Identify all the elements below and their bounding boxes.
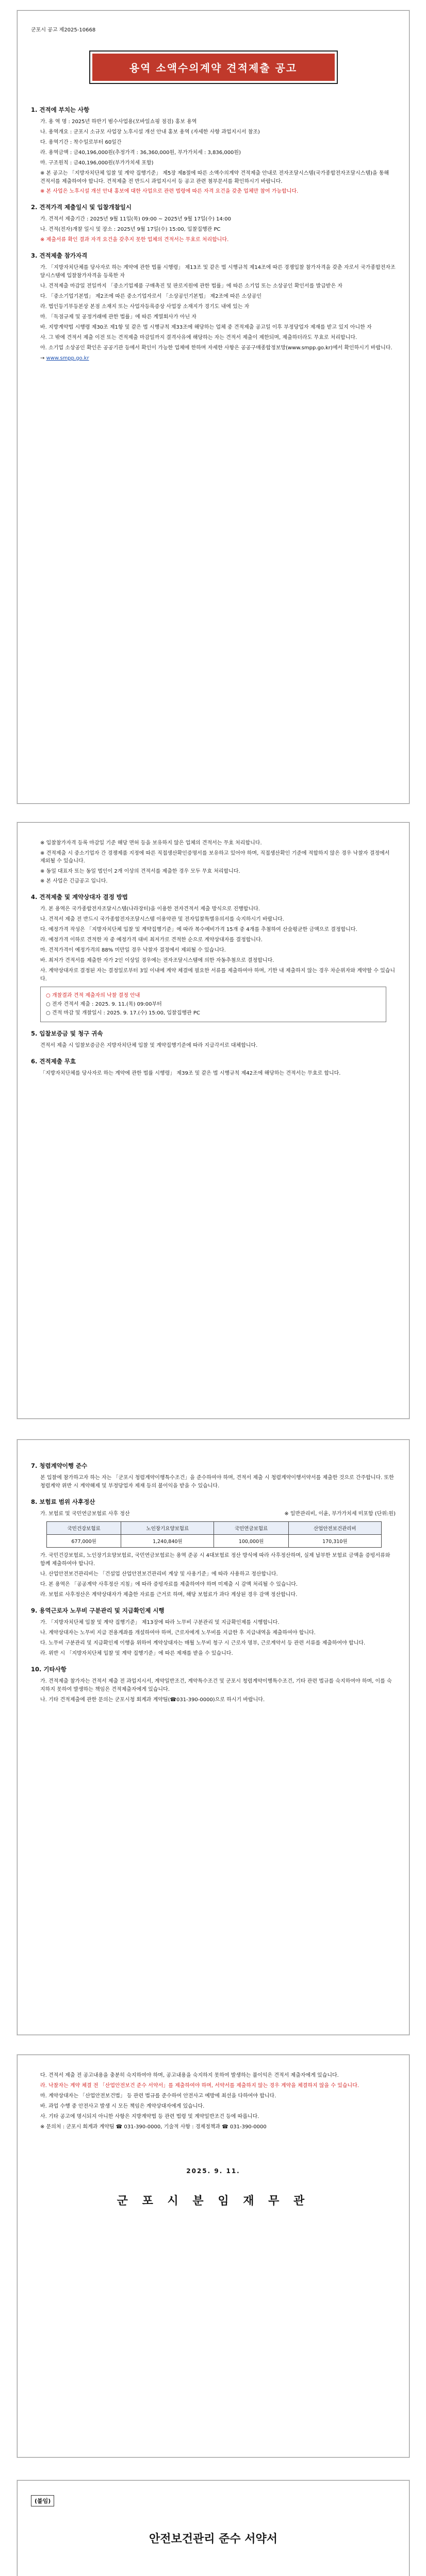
section-3-title: 3. 견적제출 참가자격	[31, 251, 88, 259]
table-cell: 1,240,840원	[121, 1535, 214, 1548]
table-header: 국민연금보험료	[214, 1522, 288, 1535]
page-5-pledge	[17, 2480, 409, 2576]
section-5-title: 5. 입찰보증금 및 청구 귀속	[31, 1029, 103, 1037]
s9-line: 다. 노무비 구분관리 및 지급확인제 이행을 위하여 계약상대자는 매월 노무비 청구 시 근로자 명부, 근로계약서 등 관련 서류를 제출하여야 합니다.	[40, 1640, 366, 1646]
s4-line: 마. 견적가격이 예정가격의 88% 미만일 경우 낙찰자 결정에서 제외될 수 있습니다.	[40, 947, 226, 953]
s3-line: 다. 「중소기업기본법」 제2조에 따른 중소기업자로서 「소상공인기본법」 제2조에 따른 소상공인	[40, 293, 262, 299]
table-header-row	[47, 1522, 382, 1535]
s1-warning: ※ 본 사업은 노후시설 개선 안내 홍보에 대한 사업으로 관련 법령에 따른 자격 요건을 갖춘 업체만 참여 가능합니다.	[40, 189, 299, 194]
s8-caption-row	[40, 1510, 396, 1518]
s9-line: 가. 「지방자치단체 입찰 및 계약 집행기준」 제13장에 따라 노무비 구분관리 및 지급확인제를 시행합니다.	[40, 1620, 280, 1625]
p2-note: ※ 동일 대표자 또는 동일 법인이 2개 이상의 견적서를 제출한 경우 모두 무효 처리합니다.	[40, 868, 240, 874]
s9-line: 라. 위반 시 「지방자치단체 입찰 및 계약 집행기준」에 따른 제재를 받을 수 있습니다.	[40, 1651, 233, 1656]
document-number: 군포시 공고 제2025-10668	[31, 27, 96, 33]
s8-line: 나. 산업안전보건관리비는 「건설업 산업안전보건관리비 계상 및 사용기준」에 따라 사용하고 정산합니다.	[40, 1571, 278, 1577]
s10-line: 나. 기타 견적제출에 관한 문의는 군포시청 회계과 계약팀(☎031-390-0000)으로 하시기 바랍니다.	[40, 1697, 265, 1703]
table-header: 산업안전보건관리비	[288, 1522, 381, 1535]
p2-note: ※ 입찰참가자격 등록 마감일 기준 해당 면허 등을 보유하지 않은 업체의 견적서는 무효 처리합니다.	[40, 840, 262, 846]
s4-line: 가. 본 용역은 국가종합전자조달시스템(나라장터)을 이용한 전자견적서 제출 방식으로 진행합니다.	[40, 906, 260, 912]
s2-line: ※ 제출서류 확인 결과 자격 요건을 갖추지 못한 업체의 견적서는 무효로 처리합니다.	[40, 236, 229, 243]
s7-text: 본 입찰에 참가하고자 하는 자는 「군포시 청렴계약이행특수조건」을 준수하여야 하며, 견적서 제출 시 청렴계약이행서약서를 제출한 것으로 간주합니다. 또한 청렴계약 위반 시 계약해제 및 부정당업자 제재 등의 불이익을 받을 수 있습니다.	[40, 1475, 394, 1489]
announcement-date: 2025. 9. 11.	[186, 2167, 240, 2175]
s4-line: 다. 예정가격 작성은 「지방자치단체 입찰 및 계약집행기준」에 따라 복수예비가격 15개 중 4개를 추첨하여 산술평균한 금액으로 결정합니다.	[40, 926, 357, 933]
s1-line: 가. 용 역 명 : 2025년 하반기 범수사업용(모바일쇼핑 점검) 홍보 용역	[40, 119, 197, 125]
smpp-link[interactable]: www.smpp.go.kr	[46, 355, 89, 361]
s10-line: 가. 견적제출 참가자는 견적서 제출 전 과업지시서, 계약일반조건, 계약특수조건 및 군포시 청렴계약이행특수조건, 기타 관련 법규를 숙지하여야 하며, 이를 숙지하지 못하여 발생하는 책임은 견적제출자에게 있습니다.	[40, 1679, 392, 1692]
p4-line: 사. 기타 공고에 명시되지 아니한 사항은 지방계약법 등 관련 법령 및 계약일반조건 등에 따릅니다.	[40, 2114, 259, 2120]
page-2	[17, 822, 409, 1419]
p2-note: ※ 본 사업은 긴급공고 입니다.	[40, 878, 108, 884]
pledge-title: 안전보건관리 준수 서약서	[149, 2533, 278, 2546]
s4-line: 나. 견적서 제출 전 반드시 국가종합전자조달시스템 이용약관 및 전자입찰특별유의서를 숙지하시기 바랍니다.	[40, 916, 284, 922]
s8-caption-unit: ※ 일반관리비, 이윤, 부가가치세 미포함 (단위:원)	[284, 1511, 396, 1517]
issuer-name: 군 포 시 분 임 재 무 관	[117, 2194, 310, 2208]
p4-line: 마. 계약상대자는 「산업안전보건법」 등 관련 법규를 준수하여 안전사고 예방에 최선을 다하여야 합니다.	[40, 2093, 276, 2099]
s1-line: 다. 용역기간 : 착수일로부터 60일간	[40, 140, 122, 145]
section-2-title: 2. 견적가격 제출일시 및 입찰개찰일시	[31, 203, 132, 211]
table-header: 국민건강보험료	[47, 1522, 121, 1535]
insurance-table	[46, 1521, 382, 1548]
table-cell: 677,000원	[47, 1535, 121, 1548]
s8-line: 다. 본 용역은 「공공계약 사후정산 지침」에 따라 증빙자료를 제출하여야 하며 미제출 시 감액 처리될 수 있습니다.	[40, 1582, 298, 1587]
s1-line: 라. 용역금액 : 금40,196,000원(추정가격 : 36,360,000원, 부가가치세 : 3,836,000원)	[40, 150, 241, 156]
table-cell: 170,310원	[288, 1535, 381, 1548]
contact-info: ※ 문의처 : 군포시 회계과 계약팀 ☎ 031-390-0000, 기술적 사항 : 경제정책과 ☎ 031-390-0000	[40, 2124, 267, 2130]
page-1	[17, 10, 409, 804]
page-3	[17, 1439, 409, 2035]
s3-line: 바. 지방계약법 시행령 제30조 제1항 및 같은 법 시행규칙 제33조에 해당하는 업체 중 견적제출 공고일 이후 부정당업자 제재를 받고 있지 아니한 자	[40, 324, 372, 330]
s4-line: 라. 예정가격 이하로 견적한 자 중 예정가격 대비 최저가로 견적한 순으로 계약상대자를 결정합니다.	[40, 937, 263, 943]
section-4-title: 4. 견적제출 및 계약상대자 결정 방법	[31, 893, 128, 901]
s4-box-line: ○ 개찰결과 견적 제출자의 낙찰 결정 안내	[46, 992, 140, 998]
s4-schedule-box	[40, 987, 386, 1022]
s8-line: 가. 국민건강보험료, 노인장기요양보험료, 국민연금보험료는 용역 준공 시 4대보험료 정산 방식에 따라 사후정산하며, 실제 납부한 보험료 금액을 증빙서류와 함께 제출하여야 합니다.	[40, 1553, 390, 1567]
section-7-title: 7. 청렴계약이행 준수	[31, 1462, 88, 1469]
s2-line: 가. 견적서 제출기간 : 2025년 9월 11일(목) 09:00 ~ 2025년 9월 17일(수) 14:00	[40, 216, 231, 222]
s5-text: 견적서 제출 시 입찰보증금은 지방자치단체 입찰 및 계약집행기준에 따라 지급각서로 대체합니다.	[40, 1042, 258, 1048]
s1-line: 마. 구조원칙 : 금40,196,000원(부가가치세 포함)	[40, 160, 154, 166]
s3-line: 마. 「독점규제 및 공정거래에 관한 법률」에 따른 계열회사가 아닌 자	[40, 314, 196, 320]
p2-note: ※ 견적제출 시 중소기업자 간 경쟁제품 지정에 따른 직접생산확인증명서를 보유하고 있어야 하며, 직접생산확인 기준에 적합하지 않은 경우 낙찰자 결정에서 제외될 수 있습니다.	[40, 850, 390, 864]
p4-line: 다. 견적서 제출 전 공고내용을 충분히 숙지하여야 하며, 공고내용을 숙지하지 못하여 발생하는 불이익은 견적서 제출자에게 있습니다.	[40, 2073, 339, 2078]
section-8-title: 8. 보험료 범위 사후정산	[31, 1498, 95, 1505]
s3-line: 가. 「지방자치단체를 당사자로 하는 계약에 관한 법률 시행령」 제13조 및 같은 법 시행규칙 제14조에 따른 경쟁입찰 참가자격을 갖춘 자로서 국가종합전자조달시스템에 입찰참가자격을 등록한 자	[40, 264, 396, 279]
table-cell: 100,000원	[214, 1535, 288, 1548]
s3-line: 아. 소기업 소상공인 확인은 공공기관 등에서 확인이 가능한 업체에 한하며 자세한 사항은 공공구매종합정보망(www.smpp.go.kr)에서 확인하시기 바랍니다.	[40, 345, 392, 351]
p4-line: 바. 과업 수행 중 안전사고 발생 시 모든 책임은 계약상대자에게 있습니다.	[40, 2104, 205, 2109]
s1-line: 나. 용역개요 : 군포시 소규모 사업장 노후시설 개선 안내 홍보 용역 (자세한 사항 과업지시서 참조)	[40, 129, 260, 135]
s8-line: 라. 보험료 사후정산은 계약상대자가 제출한 자료를 근거로 하며, 해당 보험료가 과다 계상된 경우 감액 정산합니다.	[40, 1592, 298, 1598]
s8-caption: 가. 보험료 및 국민연금보험료 사후 정산	[40, 1511, 130, 1517]
announcement-title-box	[89, 50, 338, 84]
s4-line: 바. 최저가 견적서를 제출한 자가 2인 이상일 경우에는 전자조달시스템에 의한 자동추첨으로 결정합니다.	[40, 957, 274, 963]
s1-note: ※ 본 공고는 「지방자치단체 입찰 및 계약 집행기준」 제5장 제8절에 따른 소액수의계약 견적제출 안내로 전자조달시스템(국가종합전자조달시스템)을 통해 견적서를 제출하여야 합니다. 견적제출 전 반드시 과업지시서 등 공고 관련 첨부문서를 확인하시기 바랍니다.	[40, 171, 389, 184]
s3-line: 나. 견적제출 마감일 전일까지 「중소기업제품 구매촉진 및 판로지원에 관한 법률」에 따른 소기업 또는 소상공인 확인서를 발급받은 자	[40, 283, 343, 289]
s4-line: 사. 계약상대자로 결정된 자는 결정일로부터 3일 이내에 계약 체결에 필요한 서류를 제출하여야 하며, 기한 내 제출하지 않는 경우 차순위자와 계약할 수 있습니다.	[40, 968, 396, 982]
section-10-title: 10. 기타사항	[31, 1666, 67, 1673]
table-row	[47, 1535, 382, 1548]
section-9-title: 9. 용역근로자 노무비 구분관리 및 지급확인제 시행	[31, 1607, 165, 1614]
s9-line: 나. 계약상대자는 노무비 지급 전용계좌를 개설하여야 하며, 근로자에게 노무비를 지급한 후 지급내역을 제출하여야 합니다.	[40, 1630, 316, 1636]
p4-line: 라. 낙찰자는 계약 체결 전 「산업안전보건 준수 서약서」를 제출하여야 하며, 서약서를 제출하지 않는 경우 계약을 체결하지 않을 수 있습니다.	[40, 2083, 359, 2089]
page-4	[17, 2055, 409, 2458]
smpp-link-row: → www.smpp.go.kr	[40, 355, 89, 361]
announcement-title: 용역 소액수의계약 견적제출 공고	[92, 54, 335, 81]
s2-line: 나. 견적(전자)개찰 일시 및 장소 : 2025년 9월 17일(수) 15:00, 입찰집행관 PC	[40, 226, 221, 232]
s4-box-line: ○ 전자 견적서 제출 : 2025. 9. 11.(목) 09:00부터	[46, 1001, 162, 1007]
s6-text: 「지방자치단체를 당사자로 하는 계약에 관한 법률 시행령」 제39조 및 같은 법 시행규칙 제42조에 해당하는 견적서는 무효로 합니다.	[40, 1070, 341, 1076]
section-1-title: 1. 견적에 부치는 사항	[31, 106, 90, 113]
table-header: 노인장기요양보험료	[121, 1522, 214, 1535]
section-6-title: 6. 견적제출 무효	[31, 1057, 76, 1065]
attachment-tag: (붙임)	[31, 2495, 54, 2506]
s4-box-line: ○ 견적 마감 및 개찰일시 : 2025. 9. 17.(수) 15:00, 입찰집행관 PC	[46, 1010, 200, 1016]
s3-line: 라. 법인등기부등본상 본점 소재지 또는 사업자등록증상 사업장 소재지가 경기도 내에 있는 자	[40, 303, 250, 310]
s3-line: 사. 그 밖에 견적서 제출 이전 또는 견적제출 마감일까지 결격사유에 해당하는 자는 견적서 제출이 제한되며, 제출하더라도 무효로 처리합니다.	[40, 334, 357, 341]
